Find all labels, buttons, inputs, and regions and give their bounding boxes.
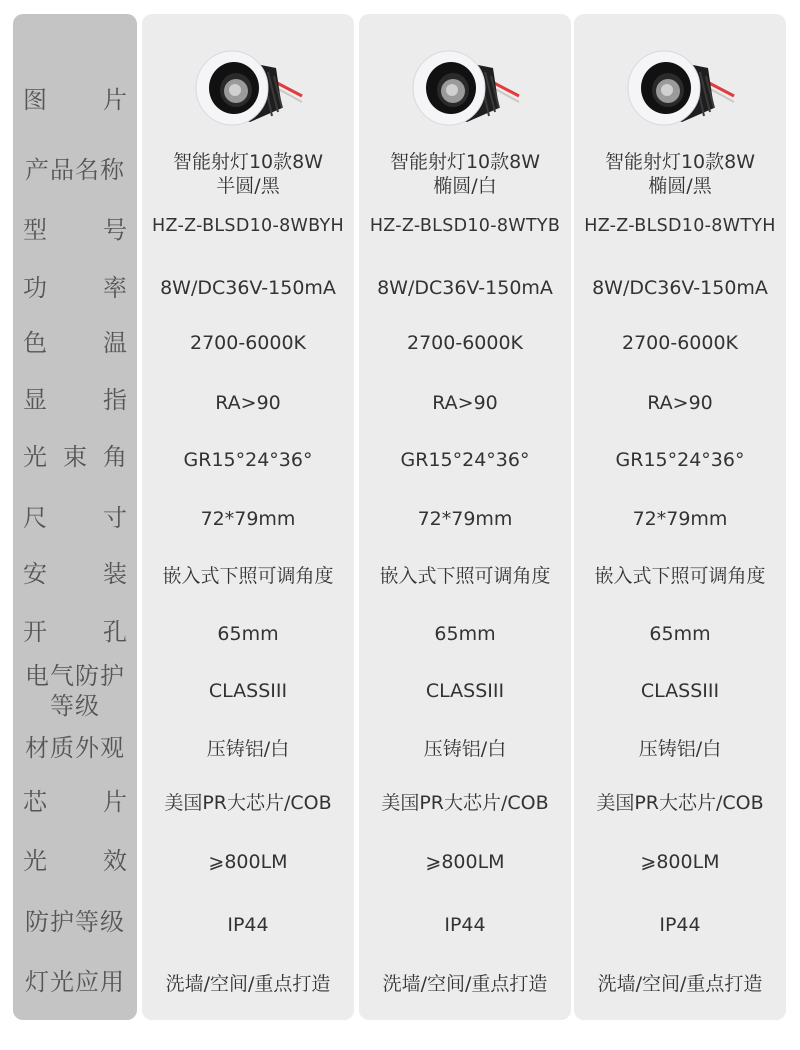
product-model: HZ-Z-BLSD10-8WBYH xyxy=(152,216,344,236)
product-size: 72*79mm xyxy=(200,508,296,530)
recessed-spotlight-icon xyxy=(190,46,306,126)
label-cct xyxy=(13,325,137,361)
product-name-line2: 半圆/黑 xyxy=(216,175,280,197)
product-model: HZ-Z-BLSD10-8WTYH xyxy=(584,216,776,236)
label-char: 功 xyxy=(23,274,47,302)
product-beam-angle: GR15°24°36° xyxy=(400,449,530,471)
label-char: 号 xyxy=(103,216,127,244)
product-cri: RA>90 xyxy=(215,392,281,414)
product-name xyxy=(574,148,786,200)
product-ip-rating: IP44 xyxy=(444,914,486,936)
product-cutout: 65mm xyxy=(649,623,711,645)
product-power: 8W/DC36V-150mA xyxy=(377,277,553,299)
label-char: 型 xyxy=(23,216,47,244)
product-name-line1: 智能射灯10款8W xyxy=(604,151,756,173)
product-column-2 xyxy=(359,14,571,1020)
product-material: 压铸铝/白 xyxy=(423,738,507,760)
label-text: 材质外观 xyxy=(25,734,125,762)
label-beam-angle xyxy=(13,439,137,475)
product-application: 洗墙/空间/重点打造 xyxy=(165,973,331,995)
label-efficacy xyxy=(13,843,137,879)
product-install: 嵌入式下照可调角度 xyxy=(594,565,766,587)
recessed-spotlight-icon xyxy=(407,46,523,126)
product-name xyxy=(142,148,354,200)
label-text: 灯光应用 xyxy=(25,968,125,996)
label-char: 率 xyxy=(103,274,127,302)
product-beam-angle: GR15°24°36° xyxy=(615,449,745,471)
product-name-line1: 智能射灯10款8W xyxy=(389,151,541,173)
product-name xyxy=(359,148,571,200)
label-char: 孔 xyxy=(103,618,127,646)
recessed-spotlight-icon xyxy=(622,46,738,126)
product-size: 72*79mm xyxy=(632,508,728,530)
product-beam-angle: GR15°24°36° xyxy=(183,449,313,471)
label-char: 光 xyxy=(23,847,47,875)
label-char: 效 xyxy=(103,847,127,875)
label-char: 色 xyxy=(23,329,47,357)
label-model xyxy=(13,212,137,248)
product-chip: 美国PR大芯片/COB xyxy=(381,792,549,814)
label-line: 等级 xyxy=(50,692,100,720)
label-char: 芯 xyxy=(23,788,47,816)
product-ip-rating: IP44 xyxy=(659,914,701,936)
label-picture xyxy=(13,82,137,118)
label-power xyxy=(13,270,137,306)
product-chip: 美国PR大芯片/COB xyxy=(596,792,764,814)
label-application xyxy=(13,964,137,1000)
product-model: HZ-Z-BLSD10-8WTYB xyxy=(369,216,561,236)
product-efficacy: ⩾800LM xyxy=(640,851,720,873)
product-install: 嵌入式下照可调角度 xyxy=(162,565,334,587)
product-cct: 2700-6000K xyxy=(189,332,307,354)
label-char: 光 xyxy=(23,443,47,471)
product-application: 洗墙/空间/重点打造 xyxy=(382,973,548,995)
label-char: 尺 xyxy=(23,504,47,532)
label-cri xyxy=(13,382,137,418)
product-cutout: 65mm xyxy=(434,623,496,645)
label-char: 图 xyxy=(23,86,47,114)
product-chip: 美国PR大芯片/COB xyxy=(164,792,332,814)
label-install xyxy=(13,556,137,592)
label-line: 电气防护 xyxy=(25,662,125,690)
product-cri: RA>90 xyxy=(647,392,713,414)
label-text: 防护等级 xyxy=(25,908,125,936)
spec-label-column xyxy=(13,14,137,1020)
label-ip-rating xyxy=(13,904,137,940)
label-char: 装 xyxy=(103,560,127,588)
product-efficacy: ⩾800LM xyxy=(208,851,288,873)
product-column-1 xyxy=(142,14,354,1020)
label-char: 片 xyxy=(103,86,127,114)
label-char: 显 xyxy=(23,386,47,414)
label-chip xyxy=(13,784,137,820)
product-size: 72*79mm xyxy=(417,508,513,530)
product-power: 8W/DC36V-150mA xyxy=(160,277,336,299)
product-electric-protection: CLASSIII xyxy=(425,680,505,702)
label-char: 寸 xyxy=(103,504,127,532)
product-column-3 xyxy=(574,14,786,1020)
product-name-line2: 椭圆/黑 xyxy=(648,175,712,197)
label-char: 角 xyxy=(103,443,127,471)
label-text: 产品名称 xyxy=(25,156,125,184)
product-name-line2: 椭圆/白 xyxy=(433,175,497,197)
label-size xyxy=(13,500,137,536)
product-material: 压铸铝/白 xyxy=(206,738,290,760)
label-char: 片 xyxy=(103,788,127,816)
product-install: 嵌入式下照可调角度 xyxy=(379,565,551,587)
product-cct: 2700-6000K xyxy=(621,332,739,354)
product-efficacy: ⩾800LM xyxy=(425,851,505,873)
label-char: 开 xyxy=(23,618,47,646)
product-ip-rating: IP44 xyxy=(227,914,269,936)
label-material xyxy=(13,730,137,766)
label-char: 指 xyxy=(103,386,127,414)
product-cct: 2700-6000K xyxy=(406,332,524,354)
product-name-line1: 智能射灯10款8W xyxy=(172,151,324,173)
product-material: 压铸铝/白 xyxy=(638,738,722,760)
product-electric-protection: CLASSIII xyxy=(208,680,288,702)
product-electric-protection: CLASSIII xyxy=(640,680,720,702)
label-electric-protection xyxy=(13,660,137,722)
label-char: 束 xyxy=(63,443,87,471)
label-char: 温 xyxy=(103,329,127,357)
label-cutout xyxy=(13,614,137,650)
label-product-name xyxy=(13,152,137,188)
product-application: 洗墙/空间/重点打造 xyxy=(597,973,763,995)
product-cri: RA>90 xyxy=(432,392,498,414)
product-power: 8W/DC36V-150mA xyxy=(592,277,768,299)
label-char: 安 xyxy=(23,560,47,588)
product-cutout: 65mm xyxy=(217,623,279,645)
